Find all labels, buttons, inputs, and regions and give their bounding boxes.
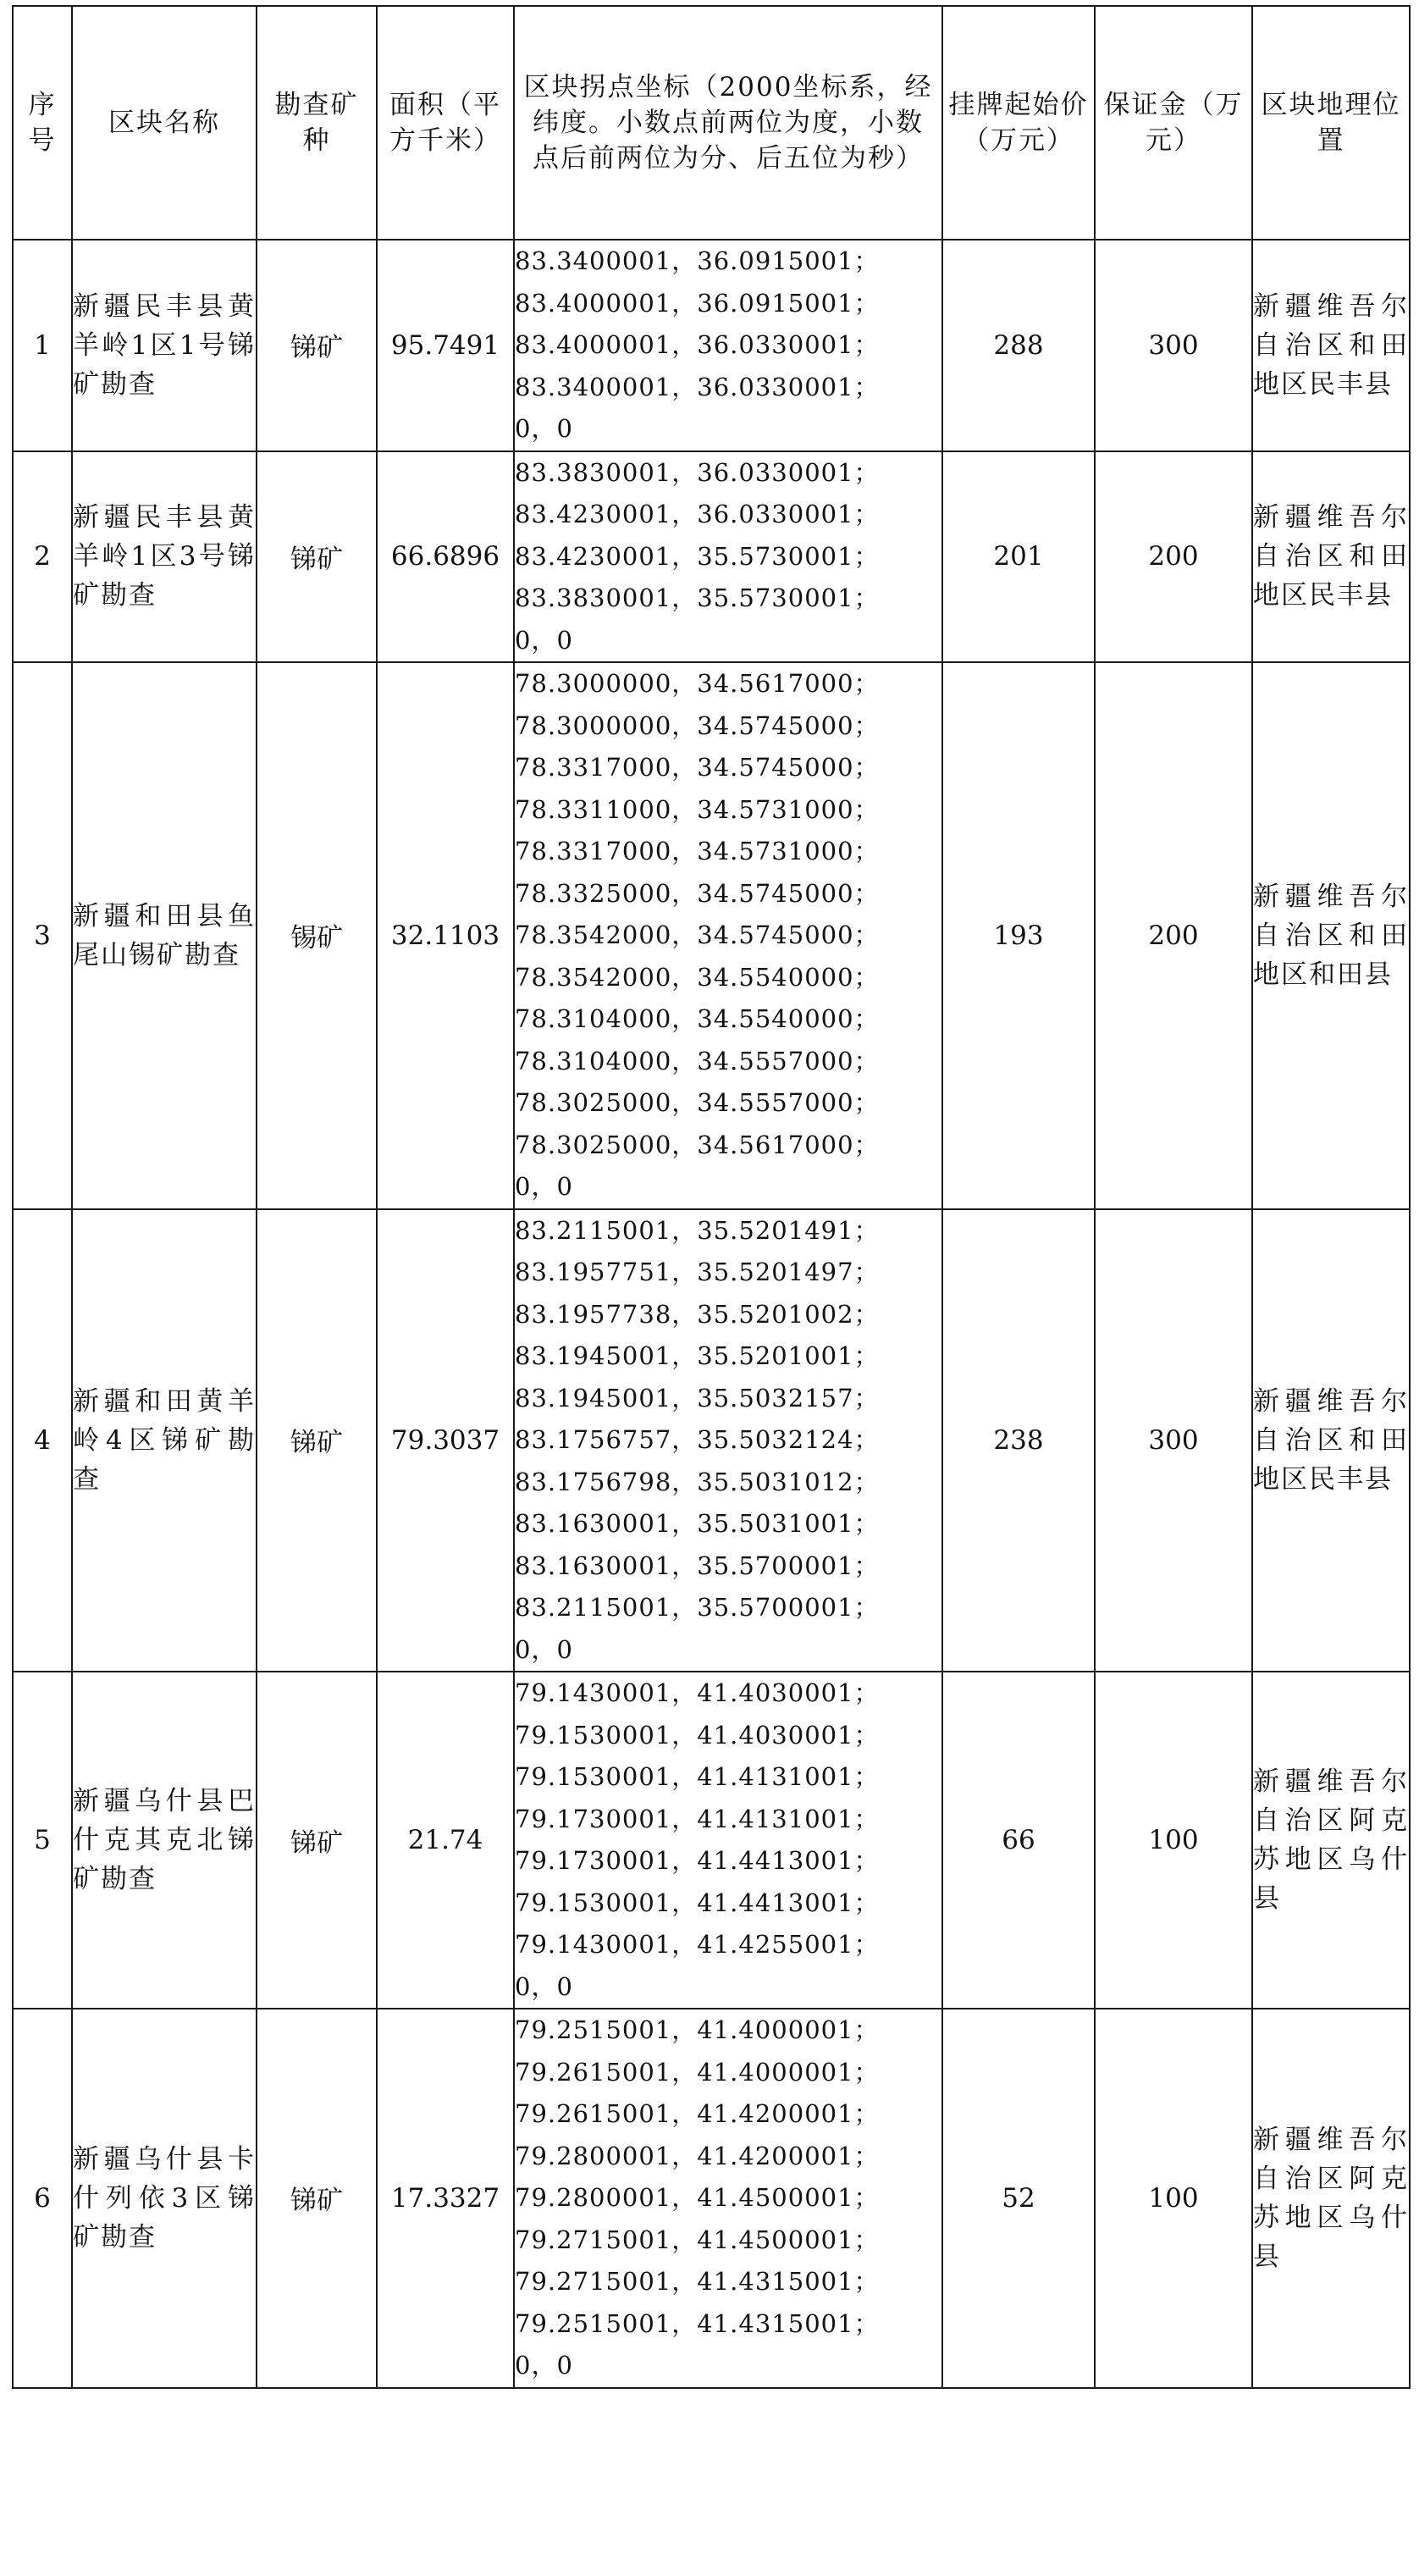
cell-coordinates: [514, 1209, 942, 1672]
header-location: 区块地理位置: [1252, 6, 1410, 240]
coordinate-point: 83.4230001，35.5730001；: [515, 541, 880, 571]
cell-block-name: 新疆和田黄羊岭4区锑矿勘查: [72, 1209, 257, 1672]
coordinate-point: 78.3000000，34.5745000；: [515, 710, 880, 740]
header-name: 区块名称: [72, 6, 257, 240]
coordinate-point: 79.2715001，41.4315001；: [515, 2267, 880, 2296]
coordinate-point: 83.1630001，35.5031001；: [515, 1509, 880, 1538]
header-area: 面积（平方千米）: [377, 6, 514, 240]
coordinate-point: 78.3025000，34.5557000；: [515, 1088, 880, 1117]
cell-area: 79.3037: [377, 1209, 514, 1672]
coordinate-point: 83.2115001，35.5700001；: [515, 1593, 880, 1622]
coordinate-point: 83.3400001，36.0330001；: [515, 372, 880, 401]
cell-no: 3: [13, 662, 72, 1209]
coordinate-point: 78.3317000，34.5731000；: [515, 837, 880, 865]
cell-location: 新疆维吾尔自治区和田地区民丰县: [1252, 451, 1410, 663]
cell-starting-price: 238: [942, 1209, 1095, 1672]
table-row: [13, 1672, 1410, 2009]
cell-block-name: 新疆乌什县卡什列依3区锑矿勘查: [72, 2009, 257, 2388]
coordinate-point: 79.2615001，41.4000001；: [515, 2057, 880, 2087]
cell-mineral: 锑矿: [257, 2009, 377, 2388]
cell-coordinates: [514, 1672, 942, 2009]
table-body: [13, 240, 1410, 2388]
cell-location: 新疆维吾尔自治区阿克苏地区乌什县: [1252, 1672, 1410, 2009]
coordinate-point: 79.1430001，41.4255001；: [515, 1930, 880, 1959]
coordinate-point: 79.1530001，41.4413001；: [515, 1888, 880, 1917]
cell-block-name: 新疆民丰县黄羊岭1区3号锑矿勘查: [72, 451, 257, 663]
cell-no: 2: [13, 451, 72, 663]
table-row: [13, 240, 1410, 451]
coordinate-point: 0，0: [515, 2351, 573, 2380]
header-price: 挂牌起始价（万元）: [942, 6, 1095, 240]
coordinate-point: 79.2800001，41.4200001；: [515, 2141, 880, 2170]
table-row: [13, 662, 1410, 1209]
cell-deposit: 300: [1095, 1209, 1252, 1672]
coordinate-point: 79.1430001，41.4030001；: [515, 1678, 880, 1707]
cell-location: 新疆维吾尔自治区和田地区民丰县: [1252, 240, 1410, 451]
cell-location: 新疆维吾尔自治区和田地区民丰县: [1252, 1209, 1410, 1672]
coordinate-point: 83.2115001，35.5201491；: [515, 1215, 880, 1245]
cell-mineral: 锑矿: [257, 451, 377, 663]
cell-deposit: 100: [1095, 2009, 1252, 2388]
coordinate-point: 83.1957738，35.5201002；: [515, 1299, 880, 1329]
cell-coordinates: [514, 662, 942, 1209]
coordinate-point: 79.2515001，41.4315001；: [515, 2308, 880, 2338]
coordinate-point: 78.3542000，34.5540000；: [515, 962, 880, 992]
cell-starting-price: 201: [942, 451, 1095, 663]
cell-starting-price: 193: [942, 662, 1095, 1209]
cell-coordinates: [514, 240, 942, 451]
coordinate-point: 79.1530001，41.4131001；: [515, 1762, 880, 1791]
table-row: [13, 451, 1410, 663]
coordinate-point: 78.3025000，34.5617000；: [515, 1130, 880, 1159]
cell-area: 66.6896: [377, 451, 514, 663]
cell-coordinates: [514, 2009, 942, 2388]
coordinate-point: 83.1957751，35.5201497；: [515, 1258, 880, 1286]
coordinate-point: 0，0: [515, 414, 573, 443]
coordinate-point: 78.3104000，34.5540000；: [515, 1004, 880, 1033]
coordinate-point: 78.3311000，34.5731000；: [515, 794, 880, 824]
cell-mineral: 锡矿: [257, 662, 377, 1209]
cell-starting-price: 52: [942, 2009, 1095, 2388]
coordinate-point: 0，0: [515, 1634, 573, 1664]
cell-area: 17.3327: [377, 2009, 514, 2388]
coordinate-point: 83.3830001，36.0330001；: [515, 457, 880, 487]
coordinate-point: 83.4230001，36.0330001；: [515, 500, 880, 528]
coordinate-point: 79.2615001，41.4200001；: [515, 2099, 880, 2128]
cell-starting-price: 66: [942, 1672, 1095, 2009]
cell-coordinates: [514, 451, 942, 663]
coordinate-point: 0，0: [515, 625, 573, 655]
cell-deposit: 300: [1095, 240, 1252, 451]
coordinate-point: 83.4000001，36.0330001；: [515, 330, 880, 359]
header-mineral: 勘查矿种: [257, 6, 377, 240]
cell-location: 新疆维吾尔自治区阿克苏地区乌什县: [1252, 2009, 1410, 2388]
coordinate-point: 78.3000000，34.5617000；: [515, 669, 880, 698]
cell-area: 95.7491: [377, 240, 514, 451]
coordinate-point: 0，0: [515, 1971, 573, 2001]
cell-no: 6: [13, 2009, 72, 2388]
cell-deposit: 100: [1095, 1672, 1252, 2009]
cell-starting-price: 288: [942, 240, 1095, 451]
cell-no: 4: [13, 1209, 72, 1672]
cell-block-name: 新疆民丰县黄羊岭1区1号锑矿勘查: [72, 240, 257, 451]
cell-mineral: 锑矿: [257, 240, 377, 451]
header-no: 序号: [13, 6, 72, 240]
coordinate-point: 79.2800001，41.4500001；: [515, 2183, 880, 2212]
header-deposit: 保证金（万元）: [1095, 6, 1252, 240]
cell-no: 5: [13, 1672, 72, 2009]
coordinate-point: 79.1530001，41.4030001；: [515, 1720, 880, 1750]
coordinate-point: 0，0: [515, 1172, 573, 1201]
table-row: [13, 2009, 1410, 2388]
cell-location: 新疆维吾尔自治区和田地区和田县: [1252, 662, 1410, 1209]
table-header: [13, 6, 1410, 240]
coordinate-point: 83.1945001，35.5032157；: [515, 1383, 880, 1412]
coordinate-point: 83.1756798，35.5031012；: [515, 1467, 880, 1496]
cell-deposit: 200: [1095, 451, 1252, 663]
coordinate-point: 78.3104000，34.5557000；: [515, 1046, 880, 1075]
coordinate-point: 83.1945001，35.5201001；: [515, 1341, 880, 1370]
cell-mineral: 锑矿: [257, 1209, 377, 1672]
coordinate-point: 78.3542000，34.5745000；: [515, 920, 880, 949]
coordinate-point: 79.2715001，41.4500001；: [515, 2225, 880, 2254]
coordinate-point: 78.3325000，34.5745000；: [515, 878, 880, 908]
coordinate-point: 83.3830001，35.5730001；: [515, 583, 880, 612]
cell-area: 21.74: [377, 1672, 514, 2009]
coordinate-point: 83.1630001，35.5700001；: [515, 1551, 880, 1580]
coordinate-point: 83.1756757，35.5032124；: [515, 1425, 880, 1454]
cell-block-name: 新疆乌什县巴什克其克北锑矿勘查: [72, 1672, 257, 2009]
header-row: [13, 6, 1410, 240]
cell-area: 32.1103: [377, 662, 514, 1209]
cell-block-name: 新疆和田县鱼尾山锡矿勘查: [72, 662, 257, 1209]
cell-deposit: 200: [1095, 662, 1252, 1209]
cell-mineral: 锑矿: [257, 1672, 377, 2009]
coordinate-point: 79.1730001，41.4131001；: [515, 1804, 880, 1833]
cell-no: 1: [13, 240, 72, 451]
coordinate-point: 79.2515001，41.4000001；: [515, 2015, 880, 2044]
table-row: [13, 1209, 1410, 1672]
coordinate-point: 79.1730001，41.4413001；: [515, 1846, 880, 1875]
coordinate-point: 83.4000001，36.0915001；: [515, 288, 880, 318]
mining-rights-table: [12, 5, 1411, 2389]
header-coords: 区块拐点坐标（2000坐标系，经纬度。小数点前两位为度，小数点后前两位为分、后五位为秒）: [514, 6, 942, 240]
coordinate-point: 83.3400001，36.0915001；: [515, 246, 880, 275]
coordinate-point: 78.3317000，34.5745000；: [515, 753, 880, 782]
